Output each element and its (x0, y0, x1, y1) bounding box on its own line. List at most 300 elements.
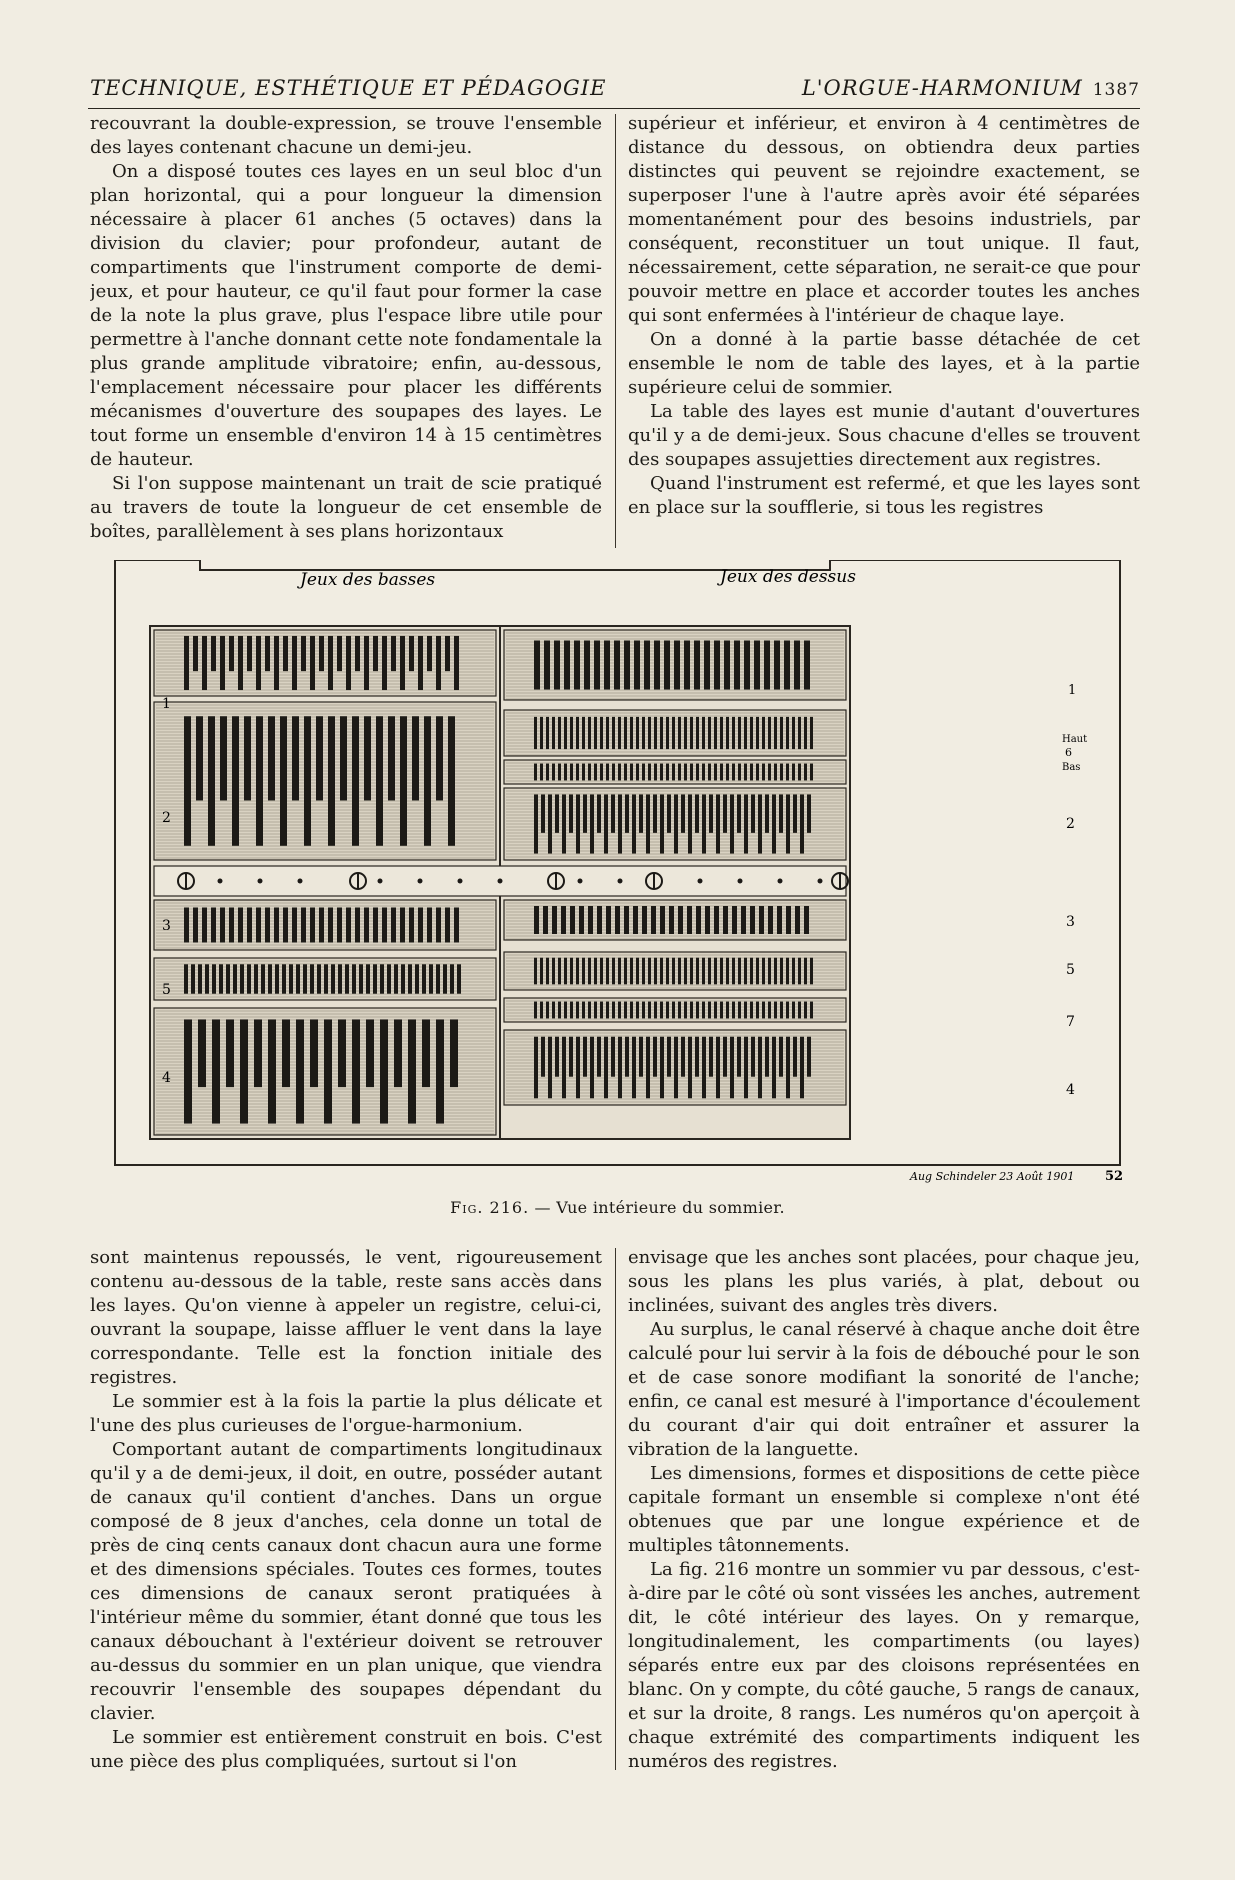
reed-slot (256, 908, 261, 943)
reed-slot (714, 958, 717, 985)
reed-slot (684, 958, 687, 985)
reed-slot (759, 906, 764, 934)
reed-slot (576, 794, 580, 853)
reed-slot (364, 636, 369, 690)
reed-slot (408, 964, 412, 993)
reed-slot (427, 636, 432, 671)
reed-slot (798, 958, 801, 985)
reed-slot (779, 794, 783, 832)
reed-slot (534, 717, 537, 749)
reed-slot (546, 764, 549, 781)
reed-slot (569, 1037, 573, 1077)
dot (698, 879, 703, 884)
reed-slot (780, 717, 783, 749)
reed-slot (648, 764, 651, 781)
reed-slot (690, 958, 693, 985)
paragraph: recouvrant la double-expression, se trouve l'ensemble des layes contenant chacune un demi-jeu. (90, 113, 602, 158)
reed-slot (340, 716, 347, 800)
reed-slot (714, 906, 719, 934)
reed-slot (409, 636, 414, 671)
reed-slot (226, 964, 230, 993)
reed-slot (624, 906, 629, 934)
reed-slot (684, 641, 690, 690)
reed-slot (720, 764, 723, 781)
reed-slot (562, 1037, 566, 1099)
screw-row (154, 866, 848, 896)
reed-slot (804, 764, 807, 781)
reed-slot (798, 1002, 801, 1019)
reed-slot (784, 641, 790, 690)
dot (258, 879, 263, 884)
reed-slot (786, 906, 791, 934)
reed-slot (690, 764, 693, 781)
dot (378, 879, 383, 884)
reed-slot (548, 794, 552, 853)
reed-slot (292, 908, 297, 943)
reed-slot (310, 1019, 318, 1087)
label-basses: Jeux des basses (300, 570, 436, 590)
reed-slot (191, 964, 195, 993)
right-row-number: 5 (1066, 962, 1075, 978)
bottom-left-column (90, 1246, 602, 1776)
reed-slot (804, 958, 807, 985)
reed-slot (436, 716, 443, 800)
reed-slot (786, 958, 789, 985)
reed-slot (366, 1019, 374, 1087)
reed-slot (445, 908, 450, 943)
reed-slot (540, 958, 543, 985)
reed-slot (534, 906, 539, 934)
reed-slot (636, 1002, 639, 1019)
reed-slot (422, 1019, 430, 1087)
reed-slot (732, 958, 735, 985)
reed-slot (660, 794, 664, 853)
reed-slot (310, 908, 315, 943)
reed-slot (546, 958, 549, 985)
reed-slot (774, 717, 777, 749)
right-row-number: 4 (1066, 1082, 1075, 1098)
left-row-number: 4 (162, 1070, 171, 1086)
reed-slot (660, 906, 665, 934)
reed-slot (726, 717, 729, 749)
reed-slot (774, 1002, 777, 1019)
reed-slot (646, 1037, 650, 1099)
reed-slot (450, 1019, 458, 1087)
reed-slot (678, 764, 681, 781)
reed-slot (624, 1002, 627, 1019)
reed-slot (570, 717, 573, 749)
reed-slot (632, 1037, 636, 1099)
reed-slot (612, 764, 615, 781)
reed-slot (240, 964, 244, 993)
reed-slot (247, 908, 252, 943)
reed-slot (534, 794, 538, 853)
reed-slot (373, 964, 377, 993)
reed-slot (450, 964, 454, 993)
reed-slot (558, 717, 561, 749)
reed-slot (678, 717, 681, 749)
reed-slot (282, 964, 286, 993)
reed-slot (639, 794, 643, 832)
reed-slot (268, 1019, 276, 1123)
reed-slot (355, 636, 360, 671)
reed-slot (681, 794, 685, 832)
reed-slot (800, 794, 804, 853)
reed-slot (328, 908, 333, 943)
reed-slot (337, 636, 342, 671)
reed-slot (319, 908, 324, 943)
reed-slot (702, 764, 705, 781)
left-row-number: 2 (162, 810, 171, 826)
reed-slot (583, 1037, 587, 1077)
reed-slot (391, 636, 396, 671)
reed-slot (636, 764, 639, 781)
reed-slot (644, 641, 650, 690)
reed-slot (184, 636, 189, 690)
reed-slot (723, 906, 728, 934)
reed-slot (184, 908, 189, 943)
reed-slot (541, 1037, 545, 1077)
dot (458, 879, 463, 884)
reed-slot (732, 1002, 735, 1019)
reed-slot (708, 958, 711, 985)
reed-slot (690, 717, 693, 749)
reed-slot (614, 641, 620, 690)
reed-slot (382, 908, 387, 943)
reed-slot (756, 717, 759, 749)
reed-slot (584, 641, 590, 690)
reed-slot (212, 964, 216, 993)
reed-slot (338, 1019, 346, 1087)
reed-slot (590, 794, 594, 853)
reed-slot (576, 958, 579, 985)
sommier-engraving (110, 560, 1130, 1200)
dot (778, 879, 783, 884)
reed-slot (331, 964, 335, 993)
reed-slot (672, 764, 675, 781)
reed-slot (436, 964, 440, 993)
reed-slot (561, 906, 566, 934)
reed-slot (558, 764, 561, 781)
reed-slot (762, 1002, 765, 1019)
paragraph: La fig. 216 montre un sommier vu par dessous, c'est-à-dire par le côté où sont vissées les anches, autrement dit, le côté intérieur des layes. On y remarque, longitudinalement, les compartiments (ou layes) séparés entre eux par des cloisons représentées en blanc. On y compte, du côté gauche, 5 rangs de canaux, et sur la droite, 8 rangs. Les numéros qu'on aperçoit à chaque extrémité des compartiments indiquent les numéros des registres. (628, 1559, 1140, 1772)
reed-slot (764, 641, 770, 690)
reed-slot (654, 717, 657, 749)
reed-slot (786, 794, 790, 853)
reed-slot (738, 1002, 741, 1019)
caption-prefix: Fig. 216. (450, 1198, 530, 1217)
reed-slot (690, 1002, 693, 1019)
reed-slot (612, 717, 615, 749)
reed-slot (688, 794, 692, 853)
reed-slot (554, 641, 560, 690)
reed-slot (810, 764, 813, 781)
reed-slot (684, 764, 687, 781)
paragraph: Quand l'instrument est refermé, et que les layes sont en place sur la soufflerie, si tous les registres (628, 473, 1140, 518)
reed-slot (681, 1037, 685, 1077)
reed-slot (552, 1002, 555, 1019)
reed-slot (429, 964, 433, 993)
reed-slot (625, 794, 629, 832)
reed-slot (226, 1019, 234, 1087)
reed-slot (394, 964, 398, 993)
reed-slot (750, 1002, 753, 1019)
figure-216 (110, 560, 1130, 1200)
reed-slot (716, 1037, 720, 1099)
reed-slot (804, 1002, 807, 1019)
reed-slot (625, 1037, 629, 1077)
reed-slot (750, 717, 753, 749)
reed-slot (751, 1037, 755, 1077)
dot (418, 879, 423, 884)
reed-slot (720, 717, 723, 749)
reed-slot (346, 908, 351, 943)
reed-slot (345, 964, 349, 993)
reed-slot (704, 641, 710, 690)
dot (618, 879, 623, 884)
reed-slot (793, 1037, 797, 1077)
reed-slot (660, 958, 663, 985)
reed-slot (786, 1002, 789, 1019)
reed-slot (600, 764, 603, 781)
reed-slot (654, 958, 657, 985)
reed-slot (445, 636, 450, 671)
reed-slot (800, 1037, 804, 1099)
left-row-number: 5 (162, 982, 171, 998)
reed-slot (660, 1002, 663, 1019)
reed-slot (415, 964, 419, 993)
reed-slot (240, 1019, 248, 1123)
paragraph: Le sommier est entièrement construit en bois. C'est une pièce des plus compliquées, surtout si l'on (90, 1727, 602, 1772)
reed-slot (540, 717, 543, 749)
paragraph: Les dimensions, formes et dispositions de cette pièce capitale formant un ensemble si complexe n'ont été obtenues que par une longue expérience et de multiples tâtonnements. (628, 1463, 1140, 1556)
haut-label: Haut (1062, 734, 1088, 745)
reed-slot (597, 794, 601, 832)
reed-slot (653, 1037, 657, 1077)
reed-slot (672, 958, 675, 985)
reed-slot (795, 906, 800, 934)
reed-slot (198, 1019, 206, 1087)
reed-slot (612, 958, 615, 985)
reed-slot (768, 958, 771, 985)
reed-slot (786, 764, 789, 781)
reed-slot (600, 958, 603, 985)
reed-slot (205, 964, 209, 993)
reed-slot (714, 641, 720, 690)
left-row-number: 3 (162, 918, 171, 934)
reed-slot (664, 641, 670, 690)
reed-slot (714, 764, 717, 781)
reed-slot (724, 641, 730, 690)
reed-slot (555, 794, 559, 832)
reed-slot (184, 964, 188, 993)
reed-slot (238, 908, 243, 943)
reed-slot (758, 794, 762, 853)
reed-slot (597, 906, 602, 934)
reed-slot (588, 906, 593, 934)
reed-slot (702, 958, 705, 985)
reed-slot (564, 641, 570, 690)
dot (578, 879, 583, 884)
reed-slot (696, 717, 699, 749)
reed-slot (310, 636, 315, 690)
reed-slot (304, 716, 311, 846)
reed-slot (198, 964, 202, 993)
reed-slot (382, 636, 387, 690)
reed-slot (202, 636, 207, 690)
reed-slot (220, 716, 227, 800)
right-row-number: 6 (1065, 746, 1072, 759)
reed-slot (582, 958, 585, 985)
reed-slot (268, 964, 272, 993)
right-row-number: 2 (1066, 816, 1075, 832)
reed-slot (582, 764, 585, 781)
reed-slot (696, 764, 699, 781)
reed-slot (424, 716, 431, 846)
reed-slot (750, 958, 753, 985)
reed-slot (772, 794, 776, 853)
reed-slot (768, 906, 773, 934)
reed-slot (364, 716, 371, 800)
reed-slot (552, 906, 557, 934)
reed-slot (732, 906, 737, 934)
reed-slot (244, 716, 251, 800)
reed-slot (744, 641, 750, 690)
reed-slot (574, 641, 580, 690)
reed-slot (786, 1037, 790, 1099)
top-left-column (90, 112, 602, 552)
reed-slot (810, 1002, 813, 1019)
reed-slot (576, 717, 579, 749)
reed-slot (672, 717, 675, 749)
reed-slot (618, 1037, 622, 1099)
reed-slot (534, 1002, 537, 1019)
reed-slot (373, 908, 378, 943)
reed-slot (443, 964, 447, 993)
reed-slot (544, 641, 550, 690)
reed-slot (366, 964, 370, 993)
reed-slot (792, 958, 795, 985)
reed-slot (756, 764, 759, 781)
reed-slot (543, 906, 548, 934)
reed-slot (448, 716, 455, 846)
reed-slot (376, 716, 383, 846)
reed-slot (247, 636, 252, 671)
paragraph: Comportant autant de compartiments longitudinaux qu'il y a de demi-jeux, il doit, en outre, posséder autant de canaux qu'il contient d'anches. Dans un orgue composé de 8 jeux d'anches, cela donne un total de près de cinq cents canaux dont chacun aura une forme et des dimensions spéciales. Toutes ces formes, toutes ces dimensions de canaux seront pratiquées à l'intérieur même du sommier, étant donné que tous les canaux débouchant à l'extérieur doivent se retrouver au-dessus du sommier en un plan unique, que viendra recouvrir l'ensemble des soupapes dépendant du clavier. (90, 1439, 602, 1724)
reed-slot (798, 764, 801, 781)
reed-slot (380, 1019, 388, 1123)
reed-slot (436, 908, 441, 943)
label-dessus: Jeux des dessus (720, 567, 856, 587)
reed-slot (804, 906, 809, 934)
reed-slot (678, 958, 681, 985)
reed-slot (422, 964, 426, 993)
top-right-column (628, 112, 1140, 552)
reed-slot (678, 1002, 681, 1019)
reed-slot (534, 1037, 538, 1099)
reed-slot (576, 764, 579, 781)
reed-slot (606, 958, 609, 985)
reed-slot (604, 641, 610, 690)
reed-slot (744, 958, 747, 985)
reed-slot (418, 636, 423, 690)
paragraph: On a disposé toutes ces layes en un seul bloc d'un plan horizontal, qui a pour longueur la dimension nécessaire à placer 61 anches (5 octaves) dans la division du clavier; pour profondeur, autant de compartiments que l'instrument comporte de demi-jeux, et pour hauteur, ce qu'il faut pour former la case de la note la plus grave, plus l'espace libre utile pour permettre à l'anche donnant cette note fondamentale la plus grande amplitude vibratoire; enfin, au-dessous, l'emplacement nécessaire pour placer les différents mécanismes d'ouverture des soupapes des layes. Le tout forme un ensemble d'environ 14 à 15 centimètres de hauteur. (90, 161, 602, 470)
reed-slot (774, 641, 780, 690)
reed-slot (594, 1002, 597, 1019)
reed-slot (254, 1019, 262, 1087)
reed-slot (400, 636, 405, 690)
reed-slot (436, 636, 441, 690)
left-row-number: 1 (162, 696, 171, 712)
reed-slot (756, 958, 759, 985)
reed-slot (569, 794, 573, 832)
reed-slot (233, 964, 237, 993)
reed-slot (400, 716, 407, 846)
reed-slot (408, 1019, 416, 1123)
reed-slot (792, 764, 795, 781)
reed-slot (654, 764, 657, 781)
reed-slot (261, 964, 265, 993)
reed-slot (292, 716, 299, 800)
reed-slot (548, 1037, 552, 1099)
reed-slot (394, 1019, 402, 1087)
reed-slot (810, 958, 813, 985)
reed-slot (807, 794, 811, 832)
paragraph: Si l'on suppose maintenant un trait de scie pratiqué au travers de toute la longueur de cet ensemble de boîtes, parallèlement à ses plans horizontaux (90, 473, 602, 542)
reed-slot (546, 717, 549, 749)
reed-slot (642, 958, 645, 985)
reed-slot (737, 1037, 741, 1077)
reed-slot (751, 794, 755, 832)
reed-slot (709, 794, 713, 832)
reed-slot (810, 717, 813, 749)
reed-slot (232, 716, 239, 846)
reed-slot (552, 764, 555, 781)
reed-slot (540, 1002, 543, 1019)
reed-slot (654, 641, 660, 690)
reed-slot (694, 641, 700, 690)
reed-slot (768, 764, 771, 781)
reed-slot (804, 717, 807, 749)
reed-slot (570, 1002, 573, 1019)
reed-slot (352, 716, 359, 846)
reed-slot (714, 717, 717, 749)
reed-slot (624, 641, 630, 690)
reed-slot (283, 908, 288, 943)
running-header (88, 74, 1140, 109)
dot (498, 879, 503, 884)
reed-slot (292, 636, 297, 690)
reed-slot (606, 764, 609, 781)
reed-slot (660, 1037, 664, 1099)
reed-slot (296, 1019, 304, 1123)
reed-slot (624, 958, 627, 985)
reed-slot (768, 717, 771, 749)
reed-slot (604, 794, 608, 853)
reed-slot (716, 794, 720, 853)
reed-slot (738, 717, 741, 749)
reed-slot (576, 1037, 580, 1099)
reed-slot (786, 717, 789, 749)
reed-slot (583, 794, 587, 832)
reed-slot (534, 641, 540, 690)
reed-slot (391, 908, 396, 943)
reed-slot (726, 958, 729, 985)
reed-slot (762, 717, 765, 749)
reed-slot (696, 1002, 699, 1019)
reed-slot (564, 1002, 567, 1019)
reed-slot (636, 717, 639, 749)
